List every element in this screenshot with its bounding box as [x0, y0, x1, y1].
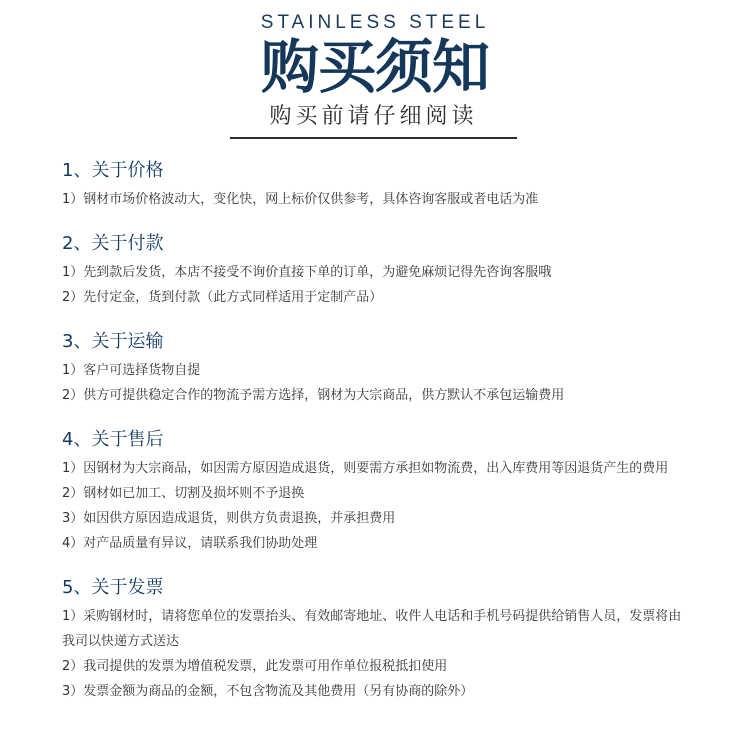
after-sales-item-2: 2）钢材如已加工、切割及损坏则不予退换 — [62, 486, 305, 501]
payment-item-1: 1）先到款后发货，本店不接受不询价直接下单的订单，为避免麻烦记得先咨询客服哦 — [62, 265, 552, 280]
section-after-sales — [62, 426, 692, 556]
subtitle-container — [230, 97, 517, 139]
invoice-item-3: 3）发票金额为商品的金额，不包含物流及其他费用（另有协商的除外） — [62, 684, 474, 699]
shipping-item-2: 2）供方可提供稳定合作的物流予需方选择，钢材为大宗商品，供方默认不承包运输费用 — [62, 388, 565, 403]
section-title-shipping: 3、关于运输 — [62, 331, 164, 352]
section-invoice — [62, 574, 692, 704]
shipping-item-1: 1）客户可选择货物自提 — [62, 363, 201, 378]
section-shipping — [62, 328, 692, 408]
section-price — [62, 157, 692, 212]
eyebrow-text: STAINLESS STEEL — [260, 12, 490, 33]
page-header — [0, 0, 750, 140]
price-item-1: 1）钢材市场价格波动大，变化快，网上标价仅供参考，具体咨询客服或者电话为准 — [62, 192, 539, 207]
notice-content — [62, 157, 692, 722]
section-title-payment: 2、关于付款 — [62, 233, 164, 254]
after-sales-item-4: 4）对产品质量有异议，请联系我们协助处理 — [62, 536, 318, 551]
after-sales-item-3: 3）如因供方原因造成退货，则供方负责退换，并承担费用 — [62, 511, 396, 526]
invoice-item-2: 2）我司提供的发票为增值税发票，此发票可用作单位报税抵扣使用 — [62, 659, 448, 674]
after-sales-item-1: 1）因钢材为大宗商品，如因需方原因造成退货，则要需方承担如物流费，出入库费用等因退货产生的费用 — [62, 461, 669, 476]
payment-item-2: 2）先付定金，货到付款（此方式同样适用于定制产品） — [62, 290, 383, 305]
section-title-invoice: 5、关于发票 — [62, 577, 164, 598]
page-title: 购买须知 — [260, 33, 489, 101]
section-title-after-sales: 4、关于售后 — [62, 429, 164, 450]
invoice-item-1: 1）采购钢材时，请将您单位的发票抬头、有效邮寄地址、收件人电话和手机号码提供给销售人员，发票将由我司以快递方式送达 — [62, 609, 682, 649]
section-title-price: 1、关于价格 — [62, 160, 164, 181]
section-payment — [62, 230, 692, 310]
page-subtitle: 购买前请仔细阅读 — [269, 104, 478, 129]
